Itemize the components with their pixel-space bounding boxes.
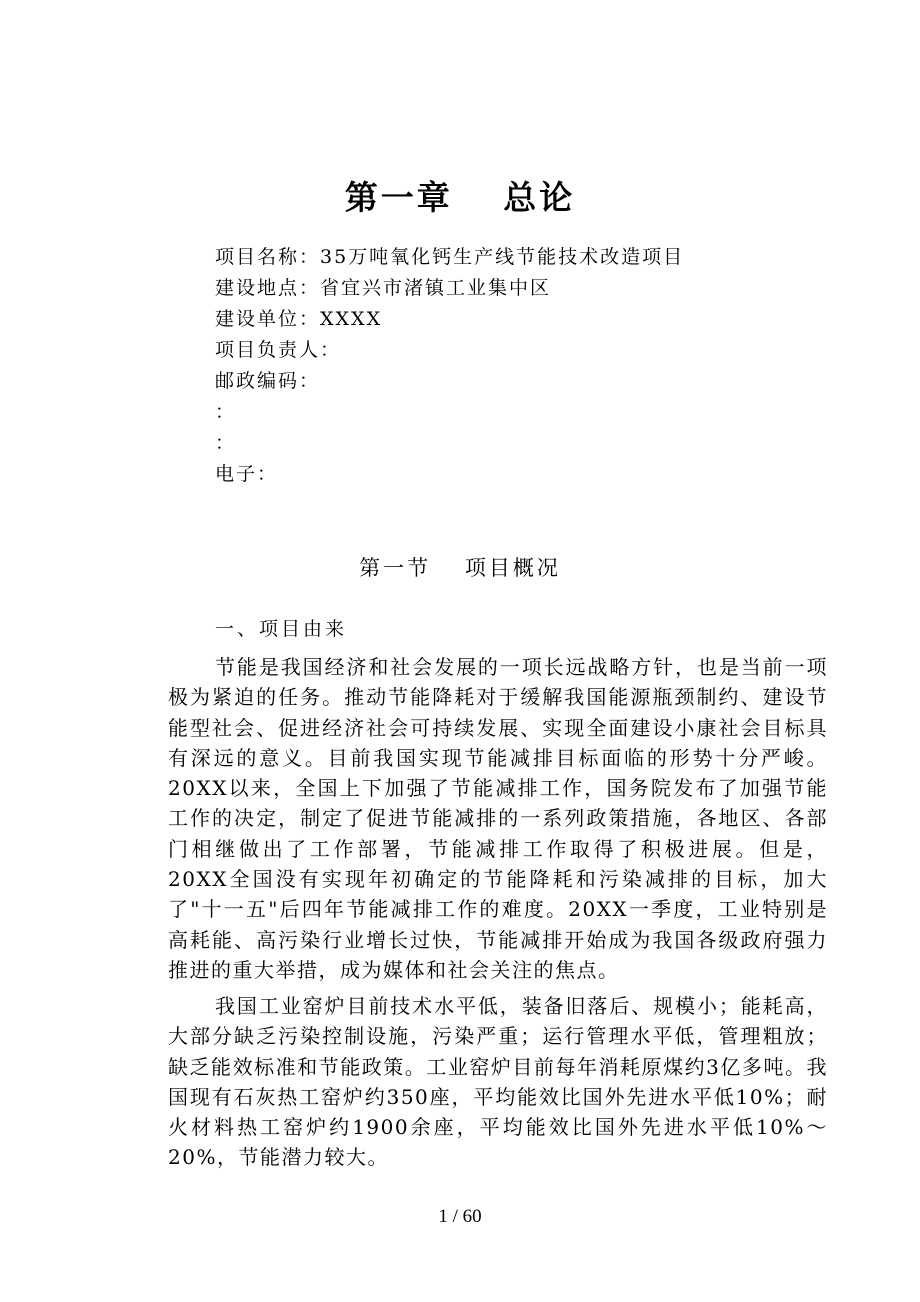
subheading-project-origin: 一、项目由来: [215, 618, 348, 640]
info-construction-site: 建设地点：省宜兴市渚镇工业集中区: [215, 277, 552, 299]
paragraph-industrial-kilns: 我国工业窑炉目前技术水平低，装备旧落后、规模小；能耗高，大部分缺乏污染控制设施，污染严重；运行管理水平低，管理粗放；缺乏能效标准和节能政策。工业窑炉目前每年消耗原煤约3亿多吨。我国现有石灰热工窑炉约350座，平均能效比国外先进水平低10%；耐火材料热工窑炉约1900余座，平均能效比国外先进水平低10%～20%，节能潜力较大。: [168, 994, 828, 1170]
paragraph-energy-saving: 节能是我国经济和社会发展的一项长远战略方针，也是当前一项极为紧迫的任务。推动节能降耗对于缓解我国能源瓶颈制约、建设节能型社会、促进经济社会可持续发展、实现全面建设小康社会目标具有深远的意义。目前我国实现节能减排目标面临的形势十分严峻。20XX以来，全国上下加强了节能减排工作，国务院发布了加强节能工作的决定，制定了促进节能减排的一系列政策措施，各地区、各部门相继做出了工作部署，节能减排工作取得了积极进展。但是，20XX全国没有实现年初确定的节能降耗和污染减排的目标，加大了"十一五"后四年节能减排工作的难度。20XX一季度，工业特别是高耗能、高污染行业增长过快，节能减排开始成为我国各级政府强力推进的重大举措，成为媒体和社会关注的焦点。: [168, 655, 828, 982]
info-email: 电子：: [215, 463, 279, 485]
info-blank-field-1: ：: [215, 401, 237, 423]
info-postal-code: 邮政编码：: [215, 370, 321, 392]
info-project-name: 项目名称：35万吨氧化钙生产线节能技术改造项目: [215, 246, 685, 268]
info-blank-field-2: ：: [215, 432, 237, 454]
page-number: 1 / 60: [438, 1206, 482, 1227]
info-project-leader: 项目负责人：: [215, 339, 342, 361]
chapter-title: 第一章 总论: [344, 178, 576, 217]
project-info-list: [215, 242, 855, 490]
info-construction-unit: 建设单位：XXXX: [215, 308, 383, 330]
section-title: 第一节 项目概况: [359, 556, 561, 580]
